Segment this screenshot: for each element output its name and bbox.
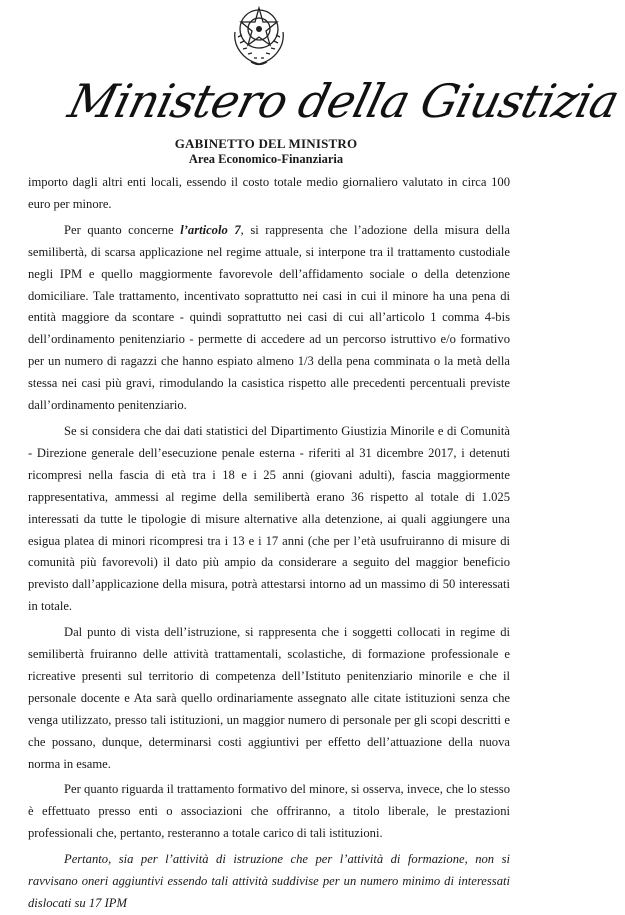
paragraph	[28, 622, 510, 775]
article-reference: l’articolo 7	[180, 222, 241, 237]
office-title: GABINETTO DEL MINISTRO	[174, 136, 358, 151]
paragraph	[28, 779, 510, 845]
paragraph-lead: Per quanto concerne	[64, 222, 181, 237]
ministry-masthead: Ministero della Giustizia	[63, 74, 624, 128]
italian-republic-emblem-icon	[229, 4, 289, 68]
paragraph-text: , si rappresenta che l’adozione della misura della semilibertà, di scarsa applicazione nel regime attuale, si interpone tra il trattamento custodiale negli IPM e quello maggiormente favorevole dell’affidamento sociale o della detenzione domiciliare. Tale trattamento, incentivato soprattutto nei casi in cui il minore ha una pena di entità maggiore da scontare - quindi soprattutto nei casi di cui all’articolo 1 comma 4-bis dell’ordinamento penitenziario - permette di accedere ad un percorso istruttivo e/o formativo per un numero di ragazzi che hanno espiato almeno 1/3 della pena comminata o la metà della stessa nei casi più gravi, rimodulando la casistica rispetto alle precedenti percentuali previste dall’ordinamento penitenziario.	[28, 222, 510, 413]
paragraph	[28, 849, 510, 915]
paragraph	[28, 172, 510, 216]
paragraph	[28, 421, 510, 618]
paragraph-text: Se si considera che dai dati statistici del Dipartimento Giustizia Minorile e di Comunità - Direzione generale dell’esecuzione penale esterna - riferiti al 31 dicembre 2017, i detenuti ricompresi nella fascia di età tra i 18 e i 25 anni (giovani adulti), fascia maggiormente rappresentativa, ammessi al regime della semilibertà erano 36 rispetto al totale di 1.025 interessati da tutte le tipologie di misure alternative alla detenzione, ai quali aggiungere una esigua platea di minori ricompresi tra i 13 e i 17 anni (che per l’età usufruiranno di misure di comunità più favorevoli) il dato più ampio da considerare a seguito del maggior beneficio previsto dall’applicazione della misura, potrà attestarsi intorno ad un massimo di 50 interessati in totale.	[28, 423, 510, 614]
office-area: Area Economico-Finanziaria	[188, 152, 344, 166]
paragraph-text: importo dagli altri enti locali, essendo il costo totale medio giornaliero valutato in circa 100 euro per minore.	[28, 175, 510, 211]
paragraph-text: Dal punto di vista dell’istruzione, si rappresenta che i soggetti collocati in regime di semilibertà fruiranno delle attività trattamentali, scolastiche, di formazione professionale e ricreative presenti sul territorio di competenza dell’Istituto penitenziario minorile e che il personale docente e Ata sarà quello ordinariamente assegnato alle citate istituzioni senza che venga utilizzato, presso tali istituzioni, un maggior numero di personale per gli scopi descritti e che possano, dunque, determinarsi costi aggiuntivi per effetto dell’attuazione della nuova norma in esame.	[28, 625, 510, 771]
paragraph-text: Per quanto riguarda il trattamento formativo del minore, si osserva, invece, che lo stesso è effettuato presso enti o associazioni che offriranno, a titolo liberale, le prestazioni professionali che, pertanto, resteranno a totale carico di tali istituzioni.	[28, 782, 510, 841]
paragraph-text: Pertanto, sia per l’attività di istruzione che per l’attività di formazione, non si ravvisano oneri aggiuntivi essendo tali attività suddivise per un numero minimo di interessati dislocati su 17 IPM	[28, 852, 510, 910]
paragraph	[28, 220, 510, 417]
document-body	[28, 172, 510, 915]
